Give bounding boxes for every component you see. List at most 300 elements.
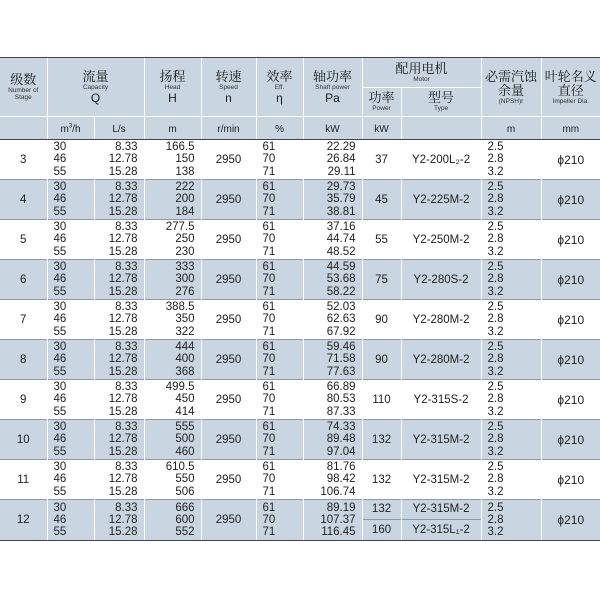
cell-h-value: 500 <box>175 433 195 446</box>
cell-stage: 12 <box>0 500 47 541</box>
header-motor: 配用电机 Motor <box>362 58 481 88</box>
cell-q2 <box>94 260 144 300</box>
cell-h-value: 444 <box>175 341 195 354</box>
cell-motor-power: 132 <box>362 460 401 500</box>
cell-pa <box>303 260 362 300</box>
cell-q1-value: 30 <box>53 181 67 194</box>
cell-q2-value: 15.28 <box>108 405 138 418</box>
header-speed: 转速 Speed n <box>201 58 256 117</box>
cell-q2-value: 8.33 <box>115 381 138 394</box>
cell-motor-power <box>362 500 401 541</box>
cell-eff-value: 61 <box>262 381 276 394</box>
cell-speed: 2950 <box>201 500 256 541</box>
unit-eff: % <box>256 117 303 140</box>
header-stage: 级数 Number of Stage <box>0 58 47 117</box>
cell-eff-value: 70 <box>262 193 276 206</box>
cell-eff-value: 71 <box>262 485 276 498</box>
cell-npsh-value: 3.2 <box>487 205 504 218</box>
cell-h-value: 460 <box>175 445 195 458</box>
cell-q2-value: 8.33 <box>115 461 138 474</box>
header-shaft-power: 轴功率 Shaft power Pa <box>303 58 362 117</box>
cell-npsh-value: 2.8 <box>487 473 504 486</box>
table-row <box>0 180 600 220</box>
cell-q1-value: 55 <box>53 485 67 498</box>
cell-eff-value: 61 <box>262 261 276 274</box>
cell-eff <box>256 340 303 380</box>
cell-npsh-value: 2.8 <box>487 353 504 366</box>
cell-pa-value: 53.68 <box>326 273 356 286</box>
cell-eff-value: 70 <box>262 473 276 486</box>
cell-eff-value: 70 <box>262 353 276 366</box>
cell-q1 <box>47 500 94 541</box>
cell-h <box>144 180 201 220</box>
cell-eff-value: 71 <box>262 205 276 218</box>
cell-eff-value: 70 <box>262 393 276 406</box>
cell-q1-value: 30 <box>53 301 67 314</box>
cell-eff <box>256 260 303 300</box>
cell-eff-value: 70 <box>262 233 276 246</box>
cell-q2-value: 8.33 <box>115 421 138 434</box>
cell-eff <box>256 300 303 340</box>
cell-h-value: 322 <box>175 325 195 338</box>
table-row <box>0 380 600 420</box>
cell-stage: 3 <box>0 140 47 180</box>
cell-stage: 9 <box>0 380 47 420</box>
cell-impeller-dia: ϕ210 <box>541 340 600 380</box>
cell-q1-value: 55 <box>53 245 67 258</box>
unit-speed: r/min <box>201 117 256 140</box>
cell-q2-value: 12.78 <box>108 193 138 206</box>
unit-shaft: kW <box>303 117 362 140</box>
cell-eff-value: 61 <box>262 221 276 234</box>
cell-impeller-dia: ϕ210 <box>541 380 600 420</box>
cell-q1-value: 55 <box>53 325 67 338</box>
cell-q1-value: 46 <box>53 273 67 286</box>
cell-npsh <box>481 420 541 460</box>
cell-h-value: 550 <box>175 473 195 486</box>
cell-pa-value: 81.76 <box>326 461 356 474</box>
cell-npsh-value: 3.2 <box>487 365 504 378</box>
cell-npsh-value: 2.5 <box>487 221 504 234</box>
cell-npsh-value: 3.2 <box>487 165 504 178</box>
cell-eff-value: 71 <box>262 285 276 298</box>
table-row <box>0 300 600 340</box>
cell-npsh-value: 3.2 <box>487 245 504 258</box>
cell-npsh-value: 2.8 <box>487 393 504 406</box>
cell-pa-value: 44.59 <box>326 261 356 274</box>
cell-motor-power: 37 <box>362 140 401 180</box>
cell-q1-value: 46 <box>53 353 67 366</box>
cell-h-value: 138 <box>175 165 195 178</box>
cell-h-value: 230 <box>175 245 195 258</box>
cell-h-value: 610.5 <box>165 461 195 474</box>
cell-h-value: 250 <box>175 233 195 246</box>
cell-pa-value: 38.81 <box>326 205 356 218</box>
cell-q2-value: 15.28 <box>108 165 138 178</box>
cell-q1-value: 30 <box>53 261 67 274</box>
cell-q1-value: 55 <box>53 205 67 218</box>
cell-pa-value: 106.74 <box>320 485 356 498</box>
table-header <box>0 58 600 140</box>
cell-npsh <box>481 460 541 500</box>
cell-q1-value: 46 <box>53 313 67 326</box>
cell-eff-value: 71 <box>262 245 276 258</box>
cell-pa-value: 26.84 <box>326 153 356 166</box>
cell-motor-type: Y2-225M-2 <box>401 180 481 220</box>
cell-h-value: 200 <box>175 193 195 206</box>
cell-speed: 2950 <box>201 140 256 180</box>
cell-h <box>144 260 201 300</box>
cell-npsh-value: 2.8 <box>487 433 504 446</box>
unit-power: kW <box>362 117 401 140</box>
cell-pa <box>303 140 362 180</box>
unit-head: m <box>144 117 201 140</box>
cell-pa <box>303 220 362 260</box>
cell-pa-value: 67.92 <box>326 325 356 338</box>
cell-h <box>144 220 201 260</box>
motor-type-alternate: Y2-315L₁-2 <box>412 524 470 536</box>
cell-eff-value: 71 <box>262 526 276 539</box>
cell-motor-type: Y2-280S-2 <box>401 260 481 300</box>
cell-q2-value: 12.78 <box>108 273 138 286</box>
cell-q1 <box>47 260 94 300</box>
cell-stage: 7 <box>0 300 47 340</box>
cell-q2-value: 12.78 <box>108 353 138 366</box>
cell-pa-value: 97.04 <box>326 445 356 458</box>
header-efficiency: 效率 Eff. η <box>256 58 303 117</box>
cell-h-value: 499.5 <box>165 381 195 394</box>
cell-eff <box>256 380 303 420</box>
cell-motor-power: 132 <box>362 420 401 460</box>
cell-q2-value: 15.28 <box>108 526 138 539</box>
cell-npsh-value: 2.8 <box>487 233 504 246</box>
cell-pa-value: 44.74 <box>326 233 356 246</box>
cell-npsh <box>481 340 541 380</box>
cell-q2-value: 12.78 <box>108 393 138 406</box>
cell-h-value: 388.5 <box>165 301 195 314</box>
cell-npsh-value: 3.2 <box>487 285 504 298</box>
unit-type <box>401 117 481 140</box>
cell-q1 <box>47 140 94 180</box>
cell-pa-value: 29.11 <box>327 165 356 178</box>
cell-h-value: 150 <box>175 153 195 166</box>
cell-q1-value: 55 <box>53 526 67 539</box>
cell-impeller-dia: ϕ210 <box>541 260 600 300</box>
cell-eff-value: 61 <box>262 341 276 354</box>
cell-motor-type: Y2-280M-2 <box>401 340 481 380</box>
header-motor-power: 功率 Power <box>362 87 401 117</box>
motor-power-alternate: 160 <box>371 524 392 536</box>
cell-pa-value: 80.53 <box>326 393 356 406</box>
cell-q2 <box>94 460 144 500</box>
cell-pa-value: 48.52 <box>326 245 356 258</box>
table-row <box>0 260 600 300</box>
cell-q1 <box>47 380 94 420</box>
cell-q1-value: 55 <box>53 405 67 418</box>
header-capacity: 流量 Capacity Q <box>47 58 144 117</box>
cell-h-value: 666 <box>175 501 195 514</box>
cell-eff-value: 70 <box>262 433 276 446</box>
cell-motor-power: 110 <box>362 380 401 420</box>
cell-h <box>144 140 201 180</box>
cell-npsh-value: 2.5 <box>487 261 504 274</box>
cell-pa <box>303 340 362 380</box>
cell-q2-value: 8.33 <box>115 341 138 354</box>
cell-h <box>144 340 201 380</box>
cell-motor-power: 75 <box>362 260 401 300</box>
cell-q1-value: 30 <box>53 221 67 234</box>
cell-impeller-dia: ϕ210 <box>541 180 600 220</box>
cell-npsh <box>481 180 541 220</box>
cell-q1-value: 55 <box>53 445 67 458</box>
cell-pa-value: 74.33 <box>326 421 356 434</box>
cell-q2-value: 15.28 <box>108 365 138 378</box>
cell-q1-value: 55 <box>53 365 67 378</box>
cell-pa-value: 116.45 <box>321 526 356 539</box>
cell-h-value: 506 <box>175 485 195 498</box>
cell-q2 <box>94 340 144 380</box>
pump-performance-table <box>0 57 600 541</box>
cell-motor-power: 90 <box>362 300 401 340</box>
cell-q1-value: 46 <box>53 513 67 526</box>
cell-h-value: 350 <box>175 313 195 326</box>
cell-speed: 2950 <box>201 180 256 220</box>
table-row <box>0 460 600 500</box>
cell-motor-type: Y2-280M-2 <box>401 300 481 340</box>
cell-motor-power: 45 <box>362 180 401 220</box>
cell-q2-value: 15.28 <box>108 485 138 498</box>
cell-q1-value: 55 <box>53 165 67 178</box>
cell-npsh-value: 2.5 <box>487 501 504 514</box>
cell-npsh-value: 2.5 <box>487 461 504 474</box>
cell-h-value: 333 <box>175 261 195 274</box>
cell-pa-value: 77.63 <box>326 365 356 378</box>
cell-h-value: 600 <box>175 513 195 526</box>
cell-pa-value: 22.29 <box>326 141 356 154</box>
cell-q2-value: 8.33 <box>115 301 138 314</box>
cell-npsh-value: 2.5 <box>487 181 504 194</box>
cell-h-value: 277.5 <box>165 221 195 234</box>
cell-q2-value: 8.33 <box>115 261 138 274</box>
cell-eff-value: 71 <box>262 365 276 378</box>
cell-impeller-dia: ϕ210 <box>541 460 600 500</box>
cell-q1 <box>47 220 94 260</box>
cell-npsh-value: 2.5 <box>487 301 504 314</box>
cell-h-value: 555 <box>175 421 195 434</box>
cell-pa-value: 58.22 <box>326 285 356 298</box>
cell-q2-value: 15.28 <box>108 285 138 298</box>
cell-q2-value: 12.78 <box>108 233 138 246</box>
cell-pa <box>303 300 362 340</box>
unit-stage <box>0 117 47 140</box>
cell-pa <box>303 180 362 220</box>
cell-q1-value: 46 <box>53 473 67 486</box>
cell-eff-value: 71 <box>262 325 276 338</box>
cell-pa-value: 59.46 <box>326 341 356 354</box>
cell-pa-value: 37.16 <box>326 221 356 234</box>
cell-h-value: 400 <box>175 353 195 366</box>
cell-q1-value: 55 <box>53 285 67 298</box>
cell-impeller-dia: ϕ210 <box>541 420 600 460</box>
cell-stage: 10 <box>0 420 47 460</box>
cell-motor-type: Y2-250M-2 <box>401 220 481 260</box>
cell-q2-value: 15.28 <box>108 445 138 458</box>
unit-npsh: m <box>481 117 541 140</box>
cell-q2-value: 8.33 <box>115 501 138 514</box>
cell-q1 <box>47 420 94 460</box>
unit-q-m3h: $m^3/h$ <box>47 117 94 140</box>
cell-q2-value: 8.33 <box>115 181 138 194</box>
cell-q1-value: 30 <box>53 341 67 354</box>
cell-pa-value: 66.89 <box>326 381 356 394</box>
cell-npsh <box>481 260 541 300</box>
cell-eff <box>256 220 303 260</box>
cell-q2-value: 12.78 <box>108 433 138 446</box>
table-row <box>0 500 600 541</box>
cell-q1-value: 46 <box>53 193 67 206</box>
cell-q1-value: 46 <box>53 433 67 446</box>
cell-npsh-value: 2.8 <box>487 153 504 166</box>
cell-pa-value: 87.33 <box>326 405 356 418</box>
cell-eff-value: 70 <box>262 313 276 326</box>
table-row <box>0 340 600 380</box>
cell-eff-value: 70 <box>262 513 276 526</box>
cell-q1 <box>47 460 94 500</box>
cell-eff-value: 61 <box>262 141 276 154</box>
cell-h <box>144 380 201 420</box>
cell-q2-value: 12.78 <box>108 153 138 166</box>
cell-eff <box>256 180 303 220</box>
header-impeller: 叶轮名义直径 Impeller Dia. <box>541 58 600 117</box>
cell-pa-value: 71.58 <box>326 353 356 366</box>
cell-q2-value: 15.28 <box>108 205 138 218</box>
cell-stage: 6 <box>0 260 47 300</box>
cell-eff-value: 71 <box>262 445 276 458</box>
cell-motor-type: Y2-315M-2 <box>401 460 481 500</box>
cell-q2 <box>94 300 144 340</box>
cell-npsh-value: 3.2 <box>487 526 504 539</box>
cell-npsh <box>481 380 541 420</box>
table-row <box>0 420 600 460</box>
cell-h-value: 414 <box>175 405 195 418</box>
cell-q1-value: 30 <box>53 501 67 514</box>
cell-q1-value: 46 <box>53 393 67 406</box>
cell-speed: 2950 <box>201 340 256 380</box>
cell-speed: 2950 <box>201 460 256 500</box>
cell-npsh <box>481 220 541 260</box>
cell-q1-value: 46 <box>53 233 67 246</box>
cell-eff <box>256 140 303 180</box>
cell-pa <box>303 500 362 541</box>
cell-h <box>144 420 201 460</box>
cell-h-value: 368 <box>175 365 195 378</box>
cell-h-value: 184 <box>175 205 195 218</box>
cell-npsh-value: 2.5 <box>487 421 504 434</box>
cell-q1-value: 30 <box>53 461 67 474</box>
cell-q1 <box>47 180 94 220</box>
cell-pa <box>303 380 362 420</box>
cell-h-value: 222 <box>175 181 195 194</box>
cell-impeller-dia: ϕ210 <box>541 140 600 180</box>
header-motor-type: 型号 Type <box>401 87 481 117</box>
cell-eff-value: 70 <box>262 153 276 166</box>
cell-eff-value: 61 <box>262 421 276 434</box>
cell-h <box>144 300 201 340</box>
cell-npsh <box>481 300 541 340</box>
cell-q2-value: 15.28 <box>108 245 138 258</box>
cell-q2-value: 12.78 <box>108 313 138 326</box>
table-row <box>0 140 600 180</box>
cell-eff <box>256 500 303 541</box>
cell-speed: 2950 <box>201 300 256 340</box>
cell-npsh-value: 2.8 <box>487 273 504 286</box>
header-npsh: 必需汽蚀余量 (NPSH)r <box>481 58 541 117</box>
cell-eff <box>256 460 303 500</box>
cell-eff-value: 71 <box>262 165 276 178</box>
cell-h-value: 552 <box>175 526 195 539</box>
cell-q2 <box>94 220 144 260</box>
motor-power-primary: 132 <box>363 500 401 520</box>
cell-eff <box>256 420 303 460</box>
cell-pa-value: 62.63 <box>326 313 356 326</box>
cell-h <box>144 460 201 500</box>
cell-motor-type <box>401 500 481 541</box>
cell-eff-value: 61 <box>262 301 276 314</box>
cell-stage: 8 <box>0 340 47 380</box>
cell-eff-value: 71 <box>262 405 276 418</box>
cell-q1-value: 30 <box>53 421 67 434</box>
cell-speed: 2950 <box>201 260 256 300</box>
cell-eff-value: 70 <box>262 273 276 286</box>
cell-eff-value: 61 <box>262 461 276 474</box>
cell-q2-value: 12.78 <box>108 513 138 526</box>
cell-motor-type: Y2-200L₂-2 <box>401 140 481 180</box>
cell-pa <box>303 420 362 460</box>
cell-h-value: 166.5 <box>165 141 195 154</box>
cell-q1-value: 30 <box>53 141 67 154</box>
cell-stage: 4 <box>0 180 47 220</box>
cell-q2-value: 8.33 <box>115 141 138 154</box>
unit-dia: mm <box>541 117 600 140</box>
cell-impeller-dia: ϕ210 <box>541 300 600 340</box>
cell-npsh-value: 3.2 <box>487 485 504 498</box>
cell-q1-value: 30 <box>53 381 67 394</box>
cell-impeller-dia: ϕ210 <box>541 500 600 541</box>
unit-q-ls: L/s <box>94 117 144 140</box>
cell-motor-power: 90 <box>362 340 401 380</box>
cell-motor-power: 55 <box>362 220 401 260</box>
cell-h-value: 276 <box>175 285 195 298</box>
cell-h-value: 300 <box>175 273 195 286</box>
cell-npsh-value: 3.2 <box>487 325 504 338</box>
cell-npsh-value: 2.5 <box>487 341 504 354</box>
cell-q1-value: 46 <box>53 153 67 166</box>
cell-npsh <box>481 500 541 541</box>
table-row <box>0 220 600 260</box>
cell-eff-value: 61 <box>262 181 276 194</box>
cell-q2 <box>94 140 144 180</box>
cell-h <box>144 500 201 541</box>
cell-npsh-value: 3.2 <box>487 445 504 458</box>
cell-motor-type: Y2-315S-2 <box>401 380 481 420</box>
cell-pa-value: 52.03 <box>326 301 356 314</box>
cell-pa-value: 98.42 <box>326 473 356 486</box>
cell-npsh-value: 2.8 <box>487 513 504 526</box>
cell-pa-value: 35.79 <box>326 193 356 206</box>
cell-q1 <box>47 300 94 340</box>
header-head: 扬程 Head H <box>144 58 201 117</box>
cell-impeller-dia: ϕ210 <box>541 220 600 260</box>
